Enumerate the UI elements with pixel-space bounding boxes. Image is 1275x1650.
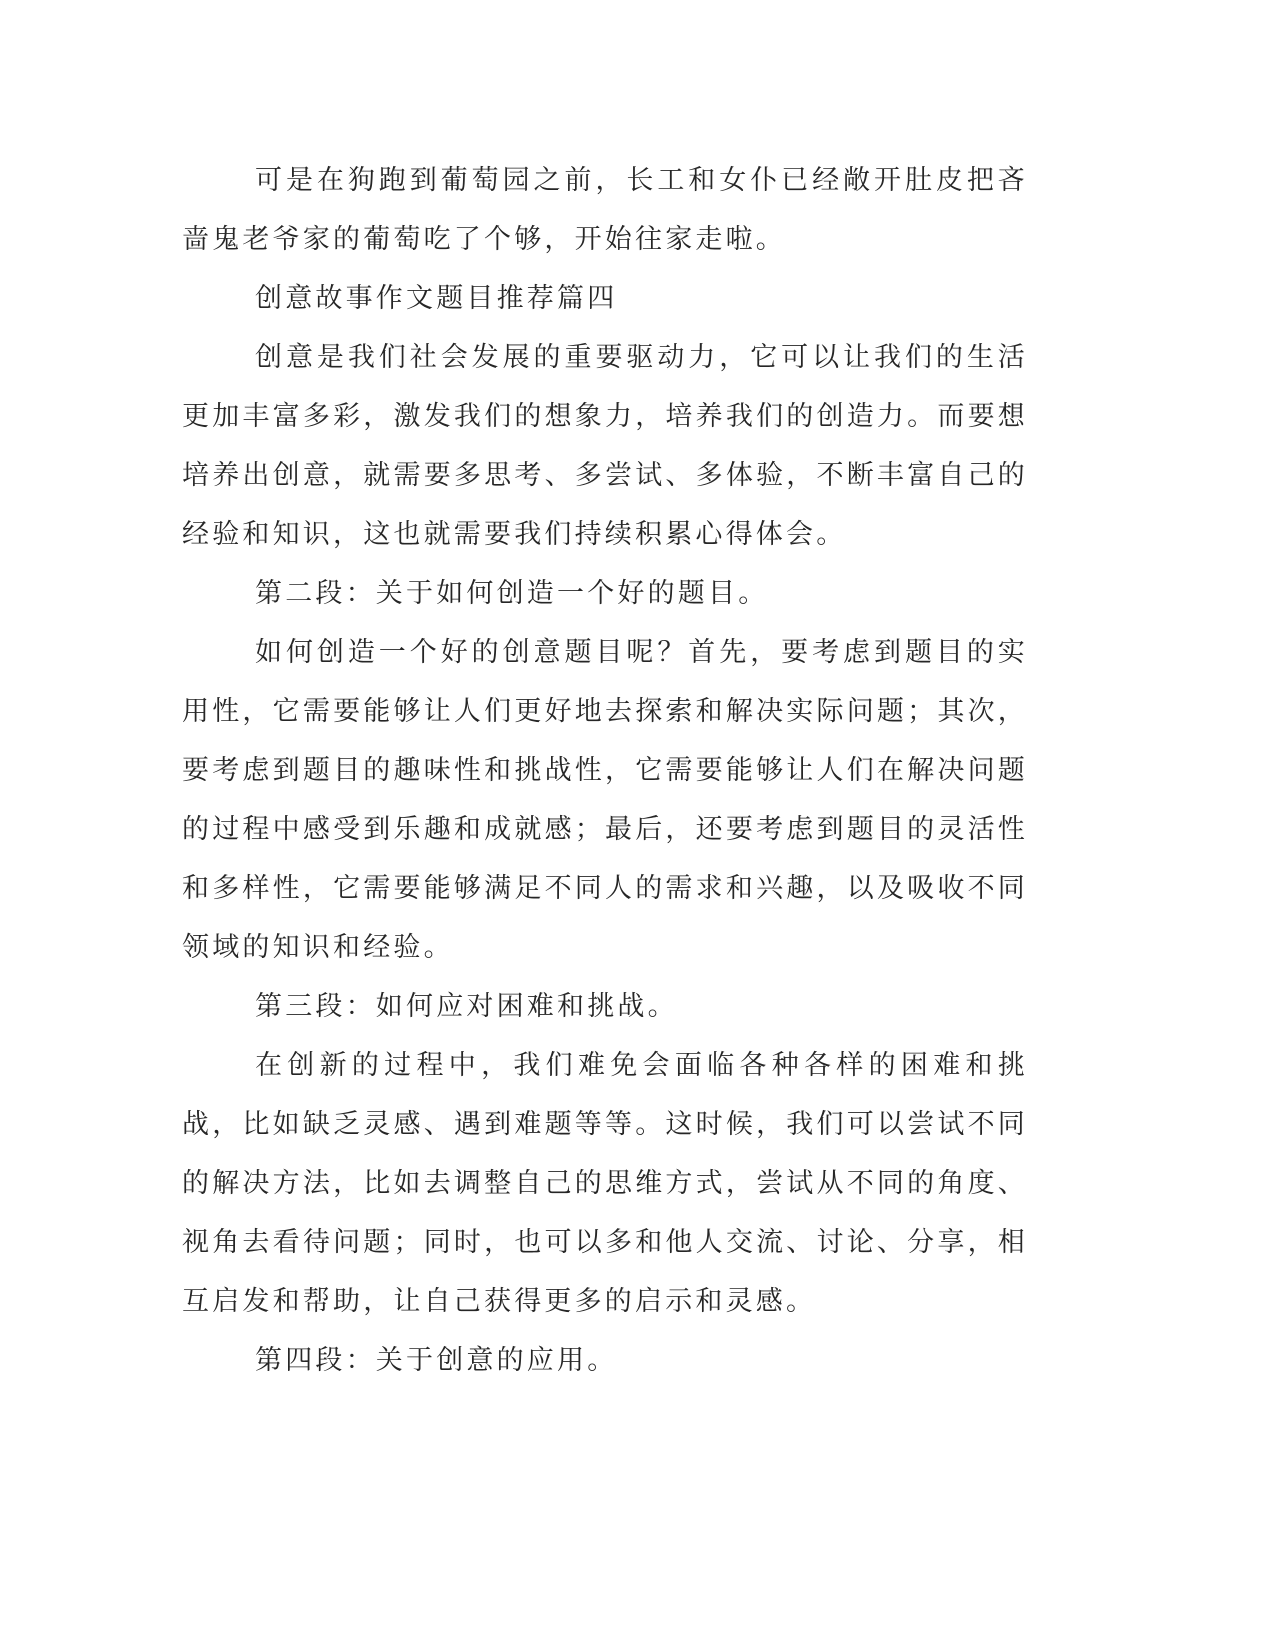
paragraph-intro-creativity: 创意是我们社会发展的重要驱动力，它可以让我们的生活更加丰富多彩，激发我们的想象力，培养我们的创造力。而要想培养出创意，就需要多思考、多尝试、多体验，不断丰富自己的经验和知识，这也就需要我们持续积累心得体会。 [182, 342, 1028, 550]
paragraph-challenges: 在创新的过程中，我们难免会面临各种各样的困难和挑战，比如缺乏灵感、遇到难题等等。这时候，我们可以尝试不同的解决方法，比如去调整自己的思维方式，尝试从不同的角度、视角去看待问题；同时，也可以多和他人交流、讨论、分享，相互启发和帮助，让自己获得更多的启示和灵感。 [182, 1050, 1028, 1317]
section-heading-second: 第二段：关于如何创造一个好的题目。 [255, 578, 769, 609]
paragraph-story-ending: 可是在狗跑到葡萄园之前，长工和女仆已经敞开肚皮把吝啬鬼老爷家的葡萄吃了个够，开始往家走啦。 [182, 165, 1028, 255]
section-heading-third: 第三段：如何应对困难和挑战。 [255, 991, 678, 1022]
paragraph-good-topic: 如何创造一个好的创意题目呢？首先，要考虑到题目的实用性，它需要能够让人们更好地去探索和解决实际问题；其次，要考虑到题目的趣味性和挑战性，它需要能够让人们在解决问题的过程中感受到乐趣和成就感；最后，还要考虑到题目的灵活性和多样性，它需要能够满足不同人的需求和兴趣，以及吸收不同领域的知识和经验。 [182, 637, 1028, 963]
section-heading-part-four: 创意故事作文题目推荐篇四 [255, 283, 618, 314]
section-heading-fourth: 第四段：关于创意的应用。 [255, 1345, 618, 1376]
document-body [182, 151, 1028, 1390]
